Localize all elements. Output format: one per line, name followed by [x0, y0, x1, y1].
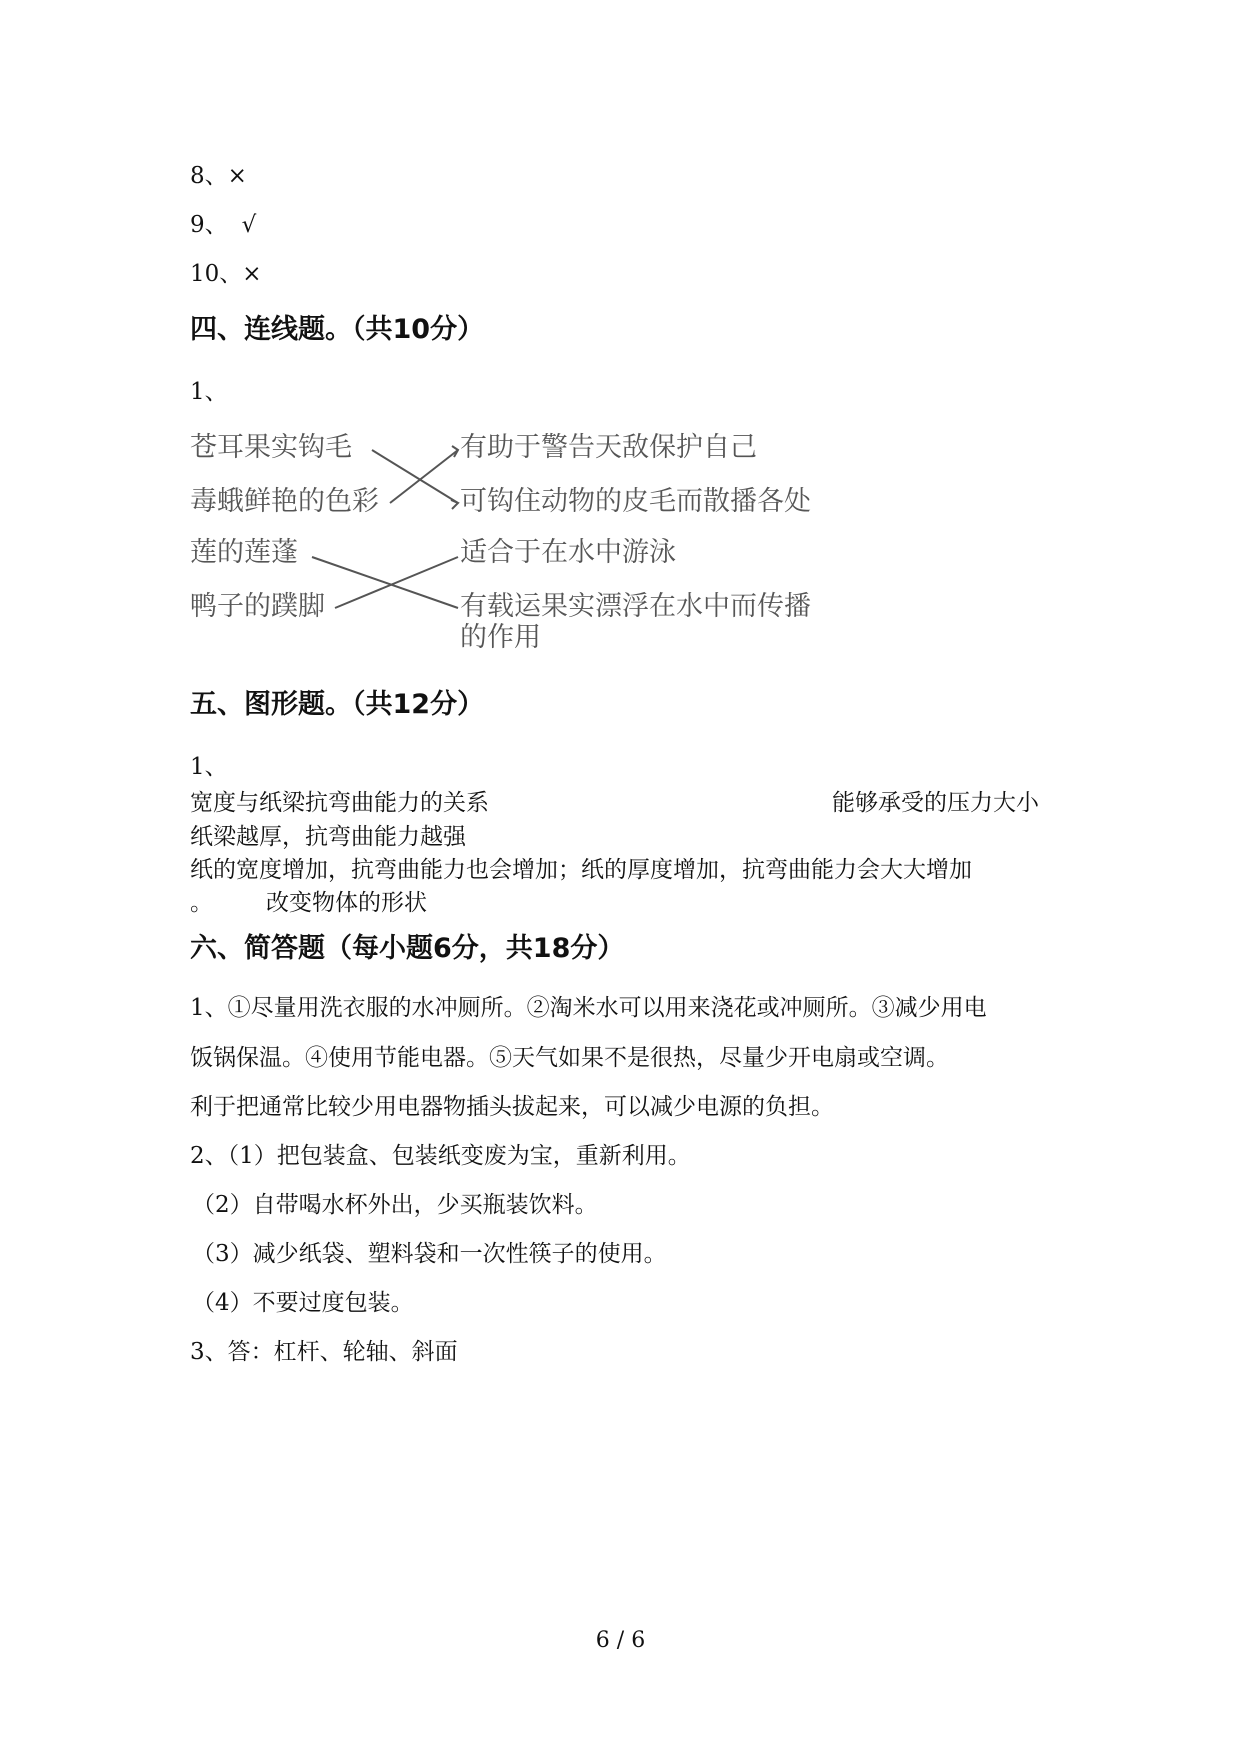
- answer-mark: ×: [242, 261, 262, 287]
- match-line-4: [335, 557, 458, 608]
- match-right-3: 适合于在水中游泳: [460, 537, 676, 568]
- answer-line-4b: 改变物体的形状: [266, 890, 427, 916]
- matching-lines: [0, 0, 1241, 700]
- answer-1-line-3: 利于把通常比较少用电器物插头拔起来，可以减少电源的负担。: [190, 1094, 834, 1120]
- match-left-3: 莲的莲蓬: [190, 537, 298, 568]
- section-5-question-1: 1、: [190, 754, 228, 780]
- section-5-title: 五、图形题。（共12分）: [190, 689, 485, 720]
- match-line-3: [312, 557, 458, 608]
- answer-3: 3、答：杠杆、轮轴、斜面: [190, 1339, 458, 1365]
- match-left-4: 鸭子的蹼脚: [190, 591, 325, 622]
- section-4-question-1: 1、: [190, 379, 228, 405]
- match-line-1: [372, 450, 458, 503]
- answer-number: 8、: [190, 163, 228, 189]
- section-6-title: 六、简答题（每小题6分，共18分）: [190, 933, 625, 964]
- answer-1-line-2: 饭锅保温。④使用节能电器。⑤天气如果不是很热，尽量少开电扇或空调。: [190, 1045, 949, 1071]
- answer-line-2: 纸梁越厚，抗弯曲能力越强: [190, 824, 466, 850]
- answer-2-line-1: 2、（1）把包装盒、包装纸变废为宝，重新利用。: [190, 1143, 691, 1169]
- match-right-4: 有载运果实漂浮在水中而传播: [460, 591, 811, 622]
- answer-line-3: 纸的宽度增加，抗弯曲能力也会增加；纸的厚度增加，抗弯曲能力会大大增加: [190, 857, 972, 883]
- answer-mark: ×: [227, 163, 247, 189]
- answer-2-line-4: （4）不要过度包装。: [192, 1290, 414, 1316]
- answer-line-1-right: 能够承受的压力大小: [832, 790, 1039, 816]
- answer-number: 9、: [190, 212, 228, 238]
- match-right-4-cont: 的作用: [460, 622, 541, 653]
- answer-2-line-3: （3）减少纸袋、塑料袋和一次性筷子的使用。: [192, 1241, 667, 1267]
- match-right-2: 可钩住动物的皮毛而散播各处: [460, 486, 811, 517]
- answer-number: 10、: [190, 261, 243, 287]
- answer-2-line-2: （2）自带喝水杯外出，少买瓶装饮料。: [192, 1192, 598, 1218]
- match-line-2: [390, 450, 458, 503]
- match-left-1: 苍耳果实钩毛: [190, 432, 352, 463]
- section-4-title: 四、连线题。（共10分）: [190, 314, 485, 345]
- match-left-2: 毒蛾鲜艳的色彩: [190, 486, 379, 517]
- match-right-1: 有助于警告天敌保护自己: [460, 432, 757, 463]
- answer-1-line-1: 1、①尽量用洗衣服的水冲厕所。②淘米水可以用来浇花或冲厕所。③减少用电: [190, 995, 987, 1021]
- answer-line-1-left: 宽度与纸梁抗弯曲能力的关系: [190, 790, 489, 816]
- answer-mark: √: [241, 212, 257, 238]
- page-number: 6 / 6: [595, 1628, 646, 1653]
- answer-line-4a: 。: [190, 890, 213, 916]
